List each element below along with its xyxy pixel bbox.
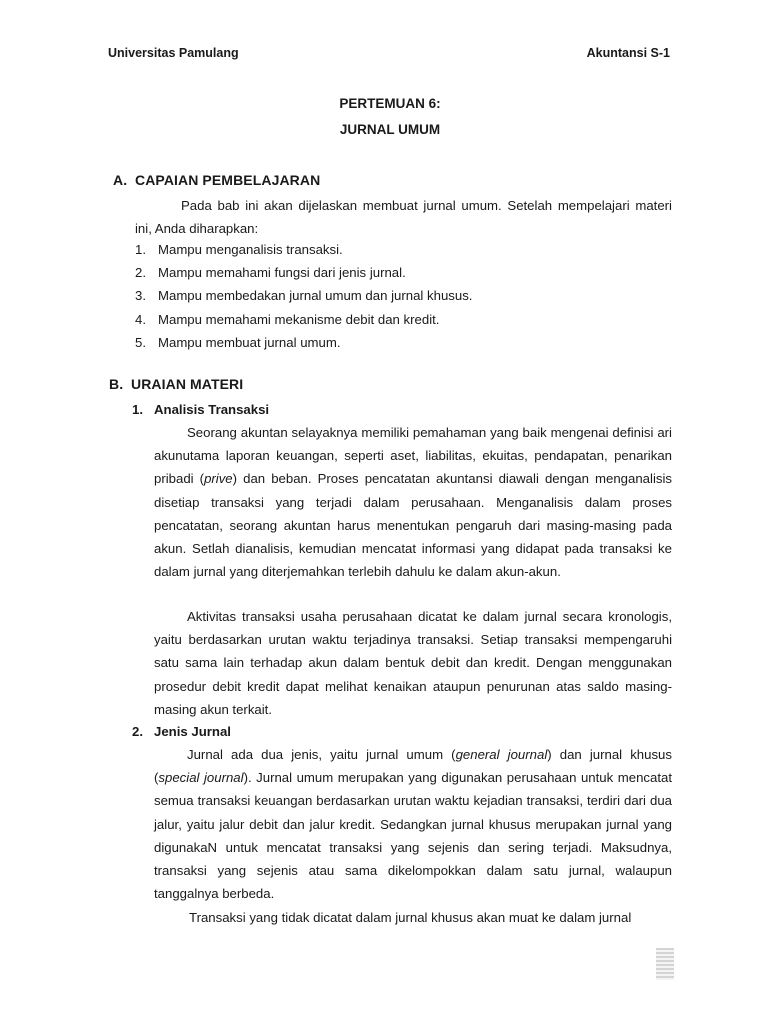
chapter-title: JURNAL UMUM	[339, 122, 441, 137]
list-item	[135, 238, 472, 261]
section-title: CAPAIAN PEMBELAJARAN	[135, 172, 321, 188]
subsection-1-heading	[132, 402, 269, 417]
header-program: Akuntansi S-1	[586, 46, 670, 60]
item-number: 2.	[135, 265, 146, 281]
italic-term: general journal	[455, 747, 548, 762]
subsection-title: Analisis Transaksi	[154, 402, 270, 417]
list-item	[135, 261, 472, 284]
subsection-title: Jenis Jurnal	[154, 724, 231, 739]
item-number: 3.	[135, 288, 146, 304]
paragraph-text: Seorang akuntan selayaknya memiliki pemahaman yang baik mengenai definisi ari akunutama laporan keuangan, seperti aset, liabilitas, ekuitas, pendapatan, penarikan pribadi (	[154, 425, 672, 487]
section-letter: B.	[109, 376, 124, 392]
learning-outcomes-list	[135, 238, 472, 354]
section-title: URAIAN MATERI	[131, 376, 244, 392]
subsection-number: 2.	[132, 724, 143, 739]
item-text: Mampu memahami mekanisme debit dan kredit.	[158, 311, 440, 327]
item-text: Mampu membedakan jurnal umum dan jurnal khusus.	[158, 288, 473, 304]
italic-term: special journal	[158, 770, 244, 786]
intro-text: Pada bab ini akan dijelaskan membuat jurnal umum. Setelah mempelajari materi ini, Anda diharapkan:	[135, 198, 672, 237]
subsection-2-paragraph-2	[154, 906, 672, 929]
subsection-2-paragraph-1	[154, 743, 672, 905]
subsection-1-paragraph-1	[154, 421, 672, 583]
item-number: 1.	[135, 242, 146, 257]
section-a-heading	[113, 172, 320, 188]
section-b-heading	[109, 376, 243, 392]
list-item	[135, 284, 472, 307]
meeting-title: PERTEMUAN 6:	[339, 96, 441, 111]
paragraph-text: ). Jurnal umum merupakan yang digunakan perusahaan untuk mencatat semua transaksi keuangan berdasarkan urutan waktu kejadian transaksi, terdiri dari dua jalur, yaitu jalur debit dan jalur kredit. Sedangkan jurnal khusus merupakan jurnal yang digunakaN untuk mencatat transaksi yang sejenis dan sering terjadi. Maksudnya, transaksi yang sejenis atau sama dikelompokkan dalam satu jurnal, walaupun tanggalnya berbeda.	[154, 770, 672, 902]
section-letter: A.	[113, 172, 128, 188]
header-university: Universitas Pamulang	[108, 46, 239, 60]
italic-term: prive	[204, 471, 233, 487]
item-number: 5.	[135, 334, 146, 350]
paragraph-text: Aktivitas transaksi usaha perusahaan dicatat ke dalam jurnal secara kronologis, yaitu berdasarkan urutan waktu terjadinya transaksi. Setiap transaksi mempengaruhi satu sama lain terhadap akun dalam bentuk debit dan kredit. Dengan menggunakan prosedur debit kredit dapat melihat kenaikan ataupun penurunan atas saldo masing-masing akun terkait.	[154, 609, 672, 717]
paragraph-text: ) dan jurnal khusus (	[154, 747, 672, 786]
paragraph-text: Jurnal ada dua jenis, yaitu jurnal umum (	[187, 747, 456, 762]
paragraph-text: Transaksi yang tidak dicatat dalam jurnal khusus akan muat ke dalam jurnal	[189, 910, 632, 925]
item-text: Mampu memahami fungsi dari jenis jurnal.	[158, 265, 406, 281]
paragraph-text: ) dan beban. Proses pencatatan akuntansi diawali dengan menganalisis disetiap transaksi yang terjadi dalam perusahaan. Menganalisis dalam proses pencatatan, seorang akuntan harus menentukan pengaruh dari masing-masing pada akun. Setlah dianalisis, kemudian mencatat informasi yang didapat pada transaksi ke dalam jurnal yang diterjemahkan terlebih dahulu ke dalam akun-akun.	[154, 471, 672, 580]
subsection-2-heading	[132, 724, 231, 739]
section-a-intro	[135, 194, 672, 240]
subsection-1-paragraph-2	[154, 605, 672, 721]
subsection-number: 1.	[132, 402, 143, 417]
item-text: Mampu menganalisis transaksi.	[158, 242, 343, 257]
item-number: 4.	[135, 311, 146, 327]
list-item	[135, 308, 472, 331]
item-text: Mampu membuat jurnal umum.	[158, 334, 341, 350]
list-item	[135, 331, 472, 354]
page-marker	[656, 948, 674, 980]
